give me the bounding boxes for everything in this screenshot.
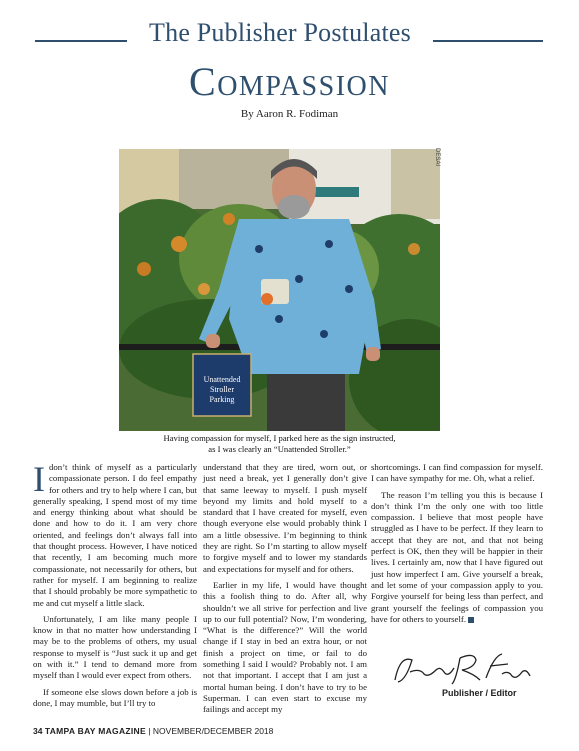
article-column-2 xyxy=(203,462,367,721)
byline: By Aaron R. Fodiman xyxy=(240,108,339,120)
paragraph: If someone else slows down before a job is done, I may mumble, but I’ll try to xyxy=(33,686,197,708)
header-rule-right xyxy=(433,40,543,42)
paragraph: Earlier in my life, I would have thought this a foolish thing to do. After all, why shouldn’t we all strive for perfection and live up to our full potential? Now, I’m wondering, “What is the difference?” Will the world change if I stay in bed an extra hour, or not finish a project on time, or fail to do something I said I would? Probably not. I am not that important. I accept that I am just a mortal human being. I don’t have to try to be Superman. I can even start to excuse my failings and accept my xyxy=(203,579,367,715)
article-column-3 xyxy=(371,462,543,630)
paragraph-text: The reason I’m telling you this is because I don’t think I’m the only one with too little compassion. I believe that most people have struggled as I have to be perfect. If they learn to accept that they are not, and that not being perfect is OK, then they will be happier in their lives. I certainly am, now that I have figured out just how imperfect I am. Give yourself a break, and let some of your compassion apply to you. Forgive yourself for being less than perfect, and grant yourself the feelings of compassion you have for others to yourself. xyxy=(371,489,543,624)
paragraph-text: don’t think of myself as a particularly compassionate person. I do feel empathy for others and try to help where I can, but generally speaking, I spend most of my time and energy thinking about what should be done and how to do it. I am very chore oriented, and feelings don’t always fall into that thought process. However, I have noticed that recently, I am becoming much more compassionate, not necessarily for others, but rather for myself. I am beginning to realize that I should probably be more sympathetic to me and cut myself a little slack. xyxy=(33,462,197,608)
header-rule-left xyxy=(35,40,127,42)
paragraph xyxy=(33,459,197,609)
paragraph xyxy=(371,490,543,626)
paragraph: understand that they are tired, worn out, or just need a break, yet I generally don’t give that same leeway to myself. I push myself beyond my limits and hold myself to a standard that I have created for myself, even though everyone else would probably think I am a little obsessive. I’m beginning to think they are right. So I’m starting to allow myself to forgive myself and to lower my standards and expectations for myself and for others. xyxy=(203,462,367,574)
magazine-name: TAMPA BAY MAGAZINE xyxy=(44,726,146,736)
photo-illustration xyxy=(119,149,440,431)
photo-credit: DESAI xyxy=(434,148,440,167)
drop-cap: I xyxy=(33,459,45,499)
sign-text-line3: Parking xyxy=(209,395,235,404)
article-photo xyxy=(119,149,440,431)
section-title: The Publisher Postulates xyxy=(149,18,411,47)
sign-text-line2: Stroller xyxy=(210,385,234,394)
footer-separator: | xyxy=(148,726,151,736)
caption-line-1: Having compassion for myself, I parked here as the sign instructed, xyxy=(163,433,396,443)
article-column-1 xyxy=(33,459,197,714)
end-mark-icon xyxy=(468,617,474,623)
sign-text-line1: Unattended xyxy=(203,375,241,384)
photo-caption xyxy=(119,433,440,455)
article-title: Compassion xyxy=(189,59,390,104)
paragraph: shortcomings. I can find compassion for myself. I can have sympathy for me. Oh, what a relief. xyxy=(371,462,543,484)
paragraph: Unfortunately, I am like many people I know in that no matter how understanding I may be to the problems of others, my usual response to myself is “Just suck it up and get on with it.” I tend to demand more from myself than I would ever expect from others. xyxy=(33,613,197,681)
signature-title: Publisher / Editor xyxy=(442,688,517,698)
issue-date: NOVEMBER/DECEMBER 2018 xyxy=(152,726,274,736)
caption-line-2: as I was clearly an “Unattended Stroller.” xyxy=(208,444,351,454)
page-footer xyxy=(33,726,273,736)
page-number: 34 xyxy=(33,726,43,736)
signature-image xyxy=(390,650,540,688)
